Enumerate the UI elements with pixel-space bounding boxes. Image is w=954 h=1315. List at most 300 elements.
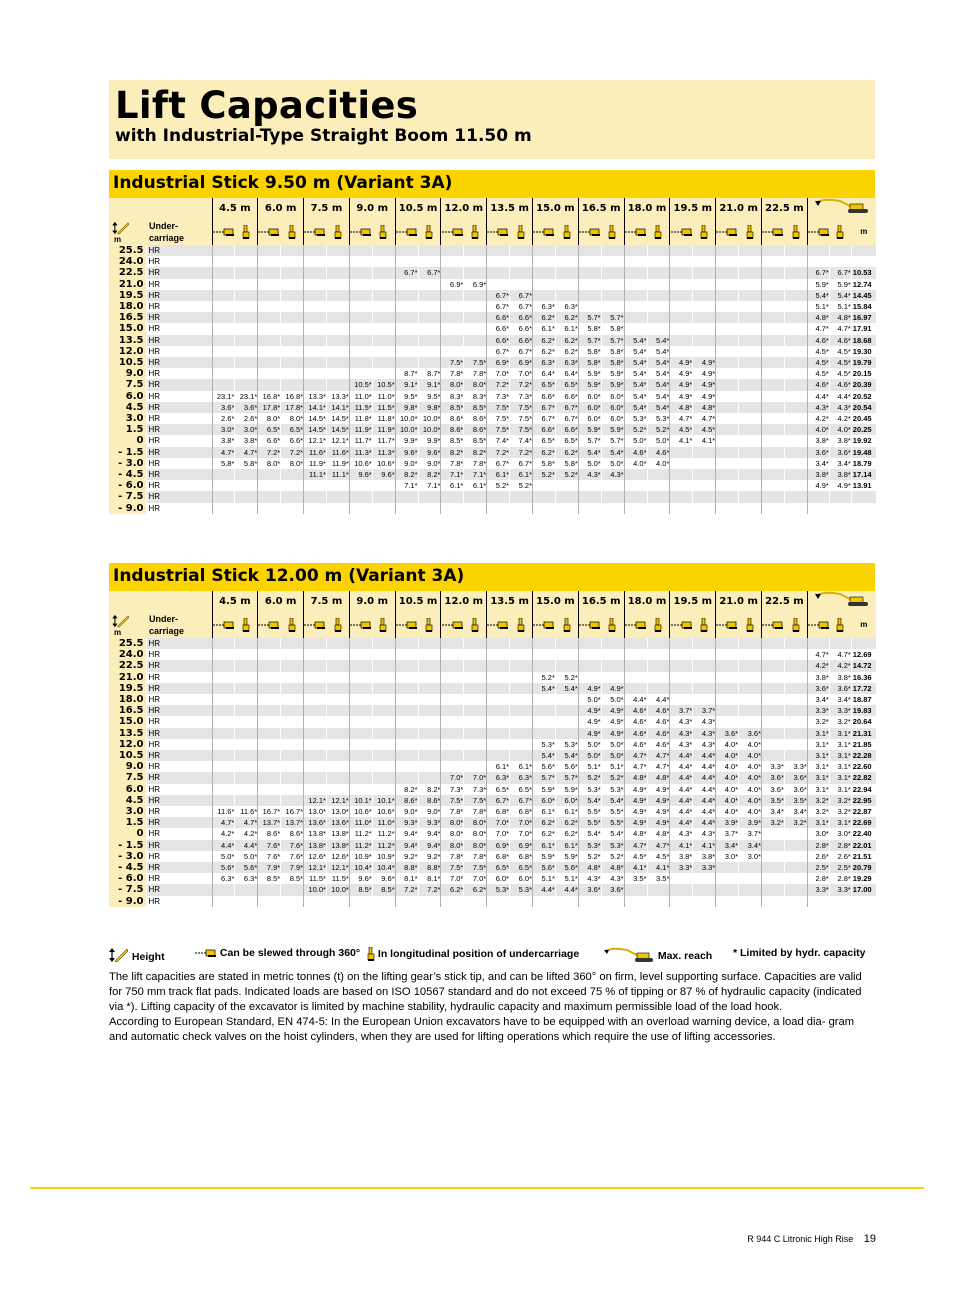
capacity-longitudinal <box>281 739 304 750</box>
capacity-longitudinal <box>326 503 349 514</box>
capacity-slewed: 8.5* <box>441 402 464 413</box>
capacity-longitudinal: 5.0* <box>601 458 624 469</box>
capacity-slewed: 13.7* <box>258 817 281 828</box>
max-reach-longitudinal: 5.9* <box>829 279 851 290</box>
longitudinal-column-header <box>235 219 258 245</box>
capacity-longitudinal <box>510 503 533 514</box>
max-reach-distance: 19.92 <box>851 435 876 446</box>
longitudinal-crane-icon <box>379 618 387 632</box>
capacity-slewed: 4.0* <box>716 806 739 817</box>
capacity-longitudinal: 3.4* <box>739 840 762 851</box>
capacity-longitudinal: 4.7* <box>647 840 670 851</box>
capacity-longitudinal: 10.6* <box>372 458 395 469</box>
capacity-slewed: 5.1* <box>533 873 556 884</box>
capacity-longitudinal <box>647 323 670 334</box>
row-undercarriage: HR <box>146 256 212 267</box>
capacity-slewed: 4.7* <box>670 413 693 424</box>
capacity-longitudinal: 8.0* <box>464 828 487 839</box>
max-reach-slewed: 2.8* <box>807 873 829 884</box>
table-row <box>109 301 876 312</box>
capacity-longitudinal <box>510 739 533 750</box>
capacity-slewed: 7.3* <box>487 391 510 402</box>
row-height: 12.0 <box>109 346 146 357</box>
capacity-slewed: 5.9* <box>578 368 601 379</box>
capacity-slewed: 8.7* <box>395 368 418 379</box>
capacity-slewed <box>762 447 785 458</box>
capacity-slewed: 4.4* <box>670 795 693 806</box>
max-reach-distance <box>851 491 876 502</box>
capacity-longitudinal: 4.5* <box>693 424 716 435</box>
row-height: 19.5 <box>109 683 146 694</box>
capacity-longitudinal <box>281 312 304 323</box>
capacity-longitudinal: 5.6* <box>235 862 258 873</box>
capacity-longitudinal: 5.7* <box>601 435 624 446</box>
capacity-slewed <box>716 638 739 649</box>
capacity-longitudinal <box>784 705 807 716</box>
capacity-slewed <box>441 705 464 716</box>
capacity-longitudinal <box>739 312 762 323</box>
longitudinal-column-header <box>464 219 487 245</box>
capacity-longitudinal: 5.9* <box>555 784 578 795</box>
capacity-slewed <box>258 739 281 750</box>
capacity-longitudinal <box>418 357 441 368</box>
capacity-longitudinal <box>739 862 762 873</box>
slewed-crane-icon <box>258 620 280 630</box>
capacity-longitudinal: 6.5* <box>281 424 304 435</box>
capacity-longitudinal: 5.4* <box>647 357 670 368</box>
capacity-longitudinal: 3.3* <box>693 862 716 873</box>
max-reach-longitudinal <box>829 491 851 502</box>
max-reach-slewed: 4.7* <box>807 323 829 334</box>
capacity-slewed <box>624 323 647 334</box>
slewed-crane-icon <box>671 227 693 237</box>
max-reach-slewed: 3.8* <box>807 469 829 480</box>
capacity-longitudinal <box>784 491 807 502</box>
capacity-longitudinal <box>601 290 624 301</box>
capacity-slewed <box>212 716 235 727</box>
row-height: - 1.5 <box>109 447 146 458</box>
capacity-longitudinal: 7.3* <box>464 784 487 795</box>
capacity-longitudinal: 7.0* <box>510 828 533 839</box>
capacity-longitudinal <box>326 312 349 323</box>
capacity-slewed <box>349 649 372 660</box>
capacity-longitudinal: 8.8* <box>418 862 441 873</box>
capacity-slewed <box>716 694 739 705</box>
table-row <box>109 896 876 907</box>
lift-table-section-2 <box>109 563 875 907</box>
max-reach-unit-header: m <box>851 219 876 245</box>
max-reach-unit-header: m <box>851 612 876 638</box>
capacity-longitudinal <box>235 795 258 806</box>
row-undercarriage: HR <box>146 660 212 671</box>
capacity-slewed: 11.0* <box>349 817 372 828</box>
capacity-slewed <box>441 649 464 660</box>
capacity-slewed <box>349 750 372 761</box>
slewed-crane-icon <box>304 620 326 630</box>
longitudinal-crane-icon <box>792 225 800 239</box>
row-undercarriage: HR <box>146 649 212 660</box>
capacity-longitudinal <box>510 716 533 727</box>
longitudinal-crane-icon <box>471 225 479 239</box>
capacity-longitudinal <box>326 335 349 346</box>
max-reach-longitudinal: 2.8* <box>829 840 851 851</box>
capacity-slewed <box>395 256 418 267</box>
capacity-slewed <box>716 357 739 368</box>
capacity-slewed <box>258 279 281 290</box>
capacity-slewed <box>304 638 327 649</box>
capacity-longitudinal: 6.7* <box>510 458 533 469</box>
capacity-longitudinal <box>235 896 258 907</box>
capacity-longitudinal: 9.6* <box>372 469 395 480</box>
slewed-column-header <box>716 219 739 245</box>
capacity-longitudinal <box>372 761 395 772</box>
capacity-longitudinal <box>372 896 395 907</box>
capacity-slewed <box>212 795 235 806</box>
capacity-longitudinal <box>326 491 349 502</box>
capacity-longitudinal <box>235 503 258 514</box>
capacity-slewed <box>533 896 556 907</box>
capacity-slewed: 7.0* <box>441 873 464 884</box>
capacity-slewed: 14.1* <box>304 402 327 413</box>
capacity-longitudinal <box>510 649 533 660</box>
capacity-slewed: 6.7* <box>487 795 510 806</box>
max-reach-slewed: 4.7* <box>807 649 829 660</box>
radius-header: 22.5 m <box>762 198 808 219</box>
capacity-slewed: 5.4* <box>624 335 647 346</box>
max-reach-longitudinal: 2.6* <box>829 851 851 862</box>
capacity-longitudinal <box>372 772 395 783</box>
capacity-slewed: 4.9* <box>670 357 693 368</box>
max-reach-distance: 18.79 <box>851 458 876 469</box>
capacity-slewed <box>716 660 739 671</box>
capacity-slewed <box>304 660 327 671</box>
capacity-longitudinal <box>326 772 349 783</box>
capacity-slewed <box>762 357 785 368</box>
capacity-slewed: 8.6* <box>441 413 464 424</box>
capacity-slewed <box>533 480 556 491</box>
capacity-longitudinal: 3.6* <box>235 402 258 413</box>
max-reach-slewed: 4.6* <box>807 379 829 390</box>
capacity-longitudinal <box>418 672 441 683</box>
capacity-longitudinal: 5.9* <box>555 851 578 862</box>
slewed-crane-icon <box>625 620 647 630</box>
max-reach-slewed: 4.9* <box>807 480 829 491</box>
max-reach-distance: 22.94 <box>851 784 876 795</box>
max-reach-slewed: 3.2* <box>807 806 829 817</box>
slewed-crane-icon <box>625 227 647 237</box>
slewed-crane-icon <box>396 620 418 630</box>
capacity-longitudinal: 8.1* <box>418 873 441 884</box>
capacity-longitudinal: 5.4* <box>601 447 624 458</box>
capacity-longitudinal: 6.9* <box>510 357 533 368</box>
max-reach-slewed <box>807 896 829 907</box>
capacity-slewed <box>578 480 601 491</box>
capacity-slewed: 7.5* <box>487 413 510 424</box>
longitudinal-column-header <box>555 219 578 245</box>
row-undercarriage: HR <box>146 279 212 290</box>
row-height: - 1.5 <box>109 840 146 851</box>
capacity-longitudinal <box>784 672 807 683</box>
capacity-slewed <box>487 716 510 727</box>
capacity-longitudinal <box>784 424 807 435</box>
capacity-longitudinal <box>464 267 487 278</box>
capacity-longitudinal: 8.6* <box>281 828 304 839</box>
capacity-slewed: 5.4* <box>533 750 556 761</box>
capacity-slewed <box>441 301 464 312</box>
capacity-longitudinal <box>281 335 304 346</box>
capacity-slewed: 5.8* <box>578 323 601 334</box>
capacity-slewed: 14.5* <box>304 413 327 424</box>
capacity-longitudinal <box>418 312 441 323</box>
capacity-slewed <box>670 323 693 334</box>
capacity-longitudinal: 5.0* <box>235 851 258 862</box>
capacity-slewed <box>487 267 510 278</box>
capacity-longitudinal <box>418 279 441 290</box>
capacity-longitudinal <box>235 267 258 278</box>
row-undercarriage: HR <box>146 840 212 851</box>
slewed-crane-icon <box>442 227 464 237</box>
row-height: 3.0 <box>109 413 146 424</box>
capacity-longitudinal: 7.0* <box>510 817 533 828</box>
capacity-slewed <box>624 896 647 907</box>
capacity-slewed: 5.3* <box>487 884 510 895</box>
capacity-longitudinal: 6.1* <box>510 761 533 772</box>
row-height: 24.0 <box>109 256 146 267</box>
capacity-slewed <box>578 256 601 267</box>
max-reach-distance: 17.91 <box>851 323 876 334</box>
capacity-slewed <box>258 750 281 761</box>
capacity-slewed <box>487 739 510 750</box>
table-row <box>109 638 876 649</box>
capacity-slewed: 12.6* <box>304 851 327 862</box>
capacity-longitudinal <box>739 649 762 660</box>
capacity-longitudinal <box>418 649 441 660</box>
capacity-longitudinal <box>739 267 762 278</box>
capacity-slewed <box>212 638 235 649</box>
capacity-slewed: 4.9* <box>578 716 601 727</box>
capacity-slewed: 11.6* <box>304 447 327 458</box>
capacity-longitudinal: 6.7* <box>418 267 441 278</box>
capacity-slewed: 5.7* <box>533 772 556 783</box>
capacity-slewed <box>762 267 785 278</box>
capacity-slewed <box>304 312 327 323</box>
capacity-longitudinal: 4.0* <box>739 784 762 795</box>
capacity-longitudinal <box>555 896 578 907</box>
capacity-slewed: 5.4* <box>578 447 601 458</box>
table-row <box>109 728 876 739</box>
slewed-column-header <box>441 612 464 638</box>
longitudinal-column-header <box>235 612 258 638</box>
capacity-longitudinal <box>647 672 670 683</box>
capacity-slewed <box>304 503 327 514</box>
capacity-longitudinal: 4.7* <box>693 413 716 424</box>
capacity-longitudinal: 6.5* <box>510 784 533 795</box>
capacity-longitudinal <box>647 660 670 671</box>
table-row <box>109 379 876 390</box>
slewed-column-header <box>258 612 281 638</box>
row-undercarriage: HR <box>146 705 212 716</box>
table-row <box>109 346 876 357</box>
capacity-longitudinal <box>555 279 578 290</box>
capacity-longitudinal: 4.4* <box>235 840 258 851</box>
capacity-slewed <box>212 503 235 514</box>
capacity-slewed <box>258 503 281 514</box>
max-reach-header <box>807 591 876 612</box>
capacity-longitudinal <box>464 716 487 727</box>
max-reach-slewed: 3.0* <box>807 828 829 839</box>
capacity-longitudinal <box>739 694 762 705</box>
capacity-longitudinal <box>326 672 349 683</box>
capacity-longitudinal <box>784 716 807 727</box>
legend <box>109 943 875 963</box>
capacity-longitudinal: 5.2* <box>555 672 578 683</box>
capacity-slewed: 6.5* <box>533 379 556 390</box>
capacity-longitudinal: 6.6* <box>281 435 304 446</box>
radius-header: 15.0 m <box>533 198 579 219</box>
capacity-slewed <box>670 683 693 694</box>
capacity-longitudinal: 10.4* <box>372 862 395 873</box>
capacity-longitudinal: 4.9* <box>647 806 670 817</box>
capacity-slewed: 9.0* <box>395 458 418 469</box>
capacity-slewed: 8.5* <box>441 435 464 446</box>
capacity-longitudinal <box>693 245 716 256</box>
capacity-longitudinal: 6.8* <box>510 806 533 817</box>
radius-header: 19.5 m <box>670 198 716 219</box>
capacity-slewed: 7.5* <box>487 424 510 435</box>
table-row <box>109 357 876 368</box>
capacity-longitudinal <box>784 851 807 862</box>
capacity-longitudinal: 4.5* <box>647 851 670 862</box>
capacity-slewed <box>670 884 693 895</box>
capacity-slewed: 4.4* <box>533 884 556 895</box>
capacity-slewed <box>395 301 418 312</box>
capacity-slewed <box>349 245 372 256</box>
capacity-longitudinal <box>784 402 807 413</box>
capacity-longitudinal <box>326 694 349 705</box>
capacity-slewed: 4.7* <box>624 761 647 772</box>
capacity-longitudinal <box>326 705 349 716</box>
capacity-longitudinal <box>326 279 349 290</box>
capacity-slewed <box>578 301 601 312</box>
capacity-slewed <box>258 379 281 390</box>
capacity-slewed <box>212 312 235 323</box>
slewed-column-header <box>441 219 464 245</box>
capacity-longitudinal: 8.6* <box>418 795 441 806</box>
capacity-longitudinal: 10.5* <box>372 379 395 390</box>
capacity-longitudinal <box>326 649 349 660</box>
capacity-longitudinal <box>372 357 395 368</box>
max-reach-longitudinal <box>829 256 851 267</box>
capacity-slewed <box>441 660 464 671</box>
capacity-slewed <box>212 750 235 761</box>
capacity-slewed <box>349 761 372 772</box>
capacity-longitudinal <box>784 368 807 379</box>
capacity-longitudinal <box>784 279 807 290</box>
capacity-slewed: 7.8* <box>441 368 464 379</box>
capacity-slewed: 10.5* <box>349 379 372 390</box>
capacity-longitudinal <box>372 312 395 323</box>
longitudinal-column-header <box>601 612 624 638</box>
capacity-slewed <box>578 279 601 290</box>
capacity-slewed: 5.8* <box>212 458 235 469</box>
max-reach-slewed: 3.3* <box>807 884 829 895</box>
capacity-longitudinal <box>464 346 487 357</box>
row-undercarriage: HR <box>146 862 212 873</box>
height-unit-header <box>109 219 146 245</box>
capacity-slewed <box>533 649 556 660</box>
capacity-slewed <box>258 357 281 368</box>
page-subtitle: with Industrial-Type Straight Boom 11.50 m <box>115 126 532 146</box>
capacity-longitudinal <box>693 884 716 895</box>
capacity-longitudinal <box>326 761 349 772</box>
capacity-longitudinal <box>784 884 807 895</box>
max-reach-slewed: 3.1* <box>807 817 829 828</box>
capacity-longitudinal: 13.8* <box>326 828 349 839</box>
max-reach-distance: 17.00 <box>851 884 876 895</box>
capacity-slewed: 6.7* <box>395 267 418 278</box>
max-reach-longitudinal: 2.5* <box>829 862 851 873</box>
capacity-longitudinal <box>784 840 807 851</box>
capacity-slewed: 6.3* <box>533 357 556 368</box>
capacity-longitudinal: 7.8* <box>464 458 487 469</box>
capacity-slewed: 5.2* <box>533 672 556 683</box>
capacity-slewed: 6.2* <box>441 884 464 895</box>
capacity-slewed <box>762 290 785 301</box>
max-reach-distance: 20.39 <box>851 379 876 390</box>
capacity-longitudinal: 5.8* <box>601 346 624 357</box>
capacity-slewed <box>716 716 739 727</box>
lift-capacity-table <box>109 591 876 907</box>
capacity-longitudinal: 7.2* <box>510 447 533 458</box>
capacity-slewed: 7.5* <box>441 795 464 806</box>
capacity-longitudinal: 8.0* <box>464 379 487 390</box>
capacity-slewed: 6.2* <box>533 346 556 357</box>
max-reach-distance: 19.48 <box>851 447 876 458</box>
max-reach-longitudinal: 3.1* <box>829 817 851 828</box>
capacity-slewed <box>212 357 235 368</box>
capacity-longitudinal: 11.3* <box>372 447 395 458</box>
capacity-slewed: 9.4* <box>395 828 418 839</box>
capacity-longitudinal <box>281 323 304 334</box>
capacity-slewed <box>762 873 785 884</box>
capacity-slewed: 5.0* <box>212 851 235 862</box>
longitudinal-crane-icon <box>367 947 375 961</box>
table-row <box>109 447 876 458</box>
capacity-slewed <box>487 896 510 907</box>
capacity-longitudinal <box>601 267 624 278</box>
max-reach-slewed-header <box>807 219 829 245</box>
slewed-column-header <box>578 219 601 245</box>
capacity-longitudinal: 8.0* <box>281 413 304 424</box>
capacity-longitudinal <box>739 503 762 514</box>
capacity-slewed <box>349 335 372 346</box>
capacity-longitudinal: 8.6* <box>464 424 487 435</box>
capacity-slewed: 4.5* <box>670 424 693 435</box>
capacity-slewed <box>624 279 647 290</box>
max-reach-slewed: 3.1* <box>807 761 829 772</box>
capacity-longitudinal <box>601 503 624 514</box>
footer <box>747 1233 876 1245</box>
capacity-slewed <box>258 716 281 727</box>
capacity-slewed: 6.2* <box>533 817 556 828</box>
max-reach-distance: 20.45 <box>851 413 876 424</box>
capacity-longitudinal: 9.6* <box>418 447 441 458</box>
capacity-slewed <box>441 290 464 301</box>
capacity-longitudinal: 6.2* <box>464 884 487 895</box>
capacity-longitudinal: 5.9* <box>601 368 624 379</box>
max-reach-distance: 22.95 <box>851 795 876 806</box>
capacity-longitudinal: 8.5* <box>464 435 487 446</box>
